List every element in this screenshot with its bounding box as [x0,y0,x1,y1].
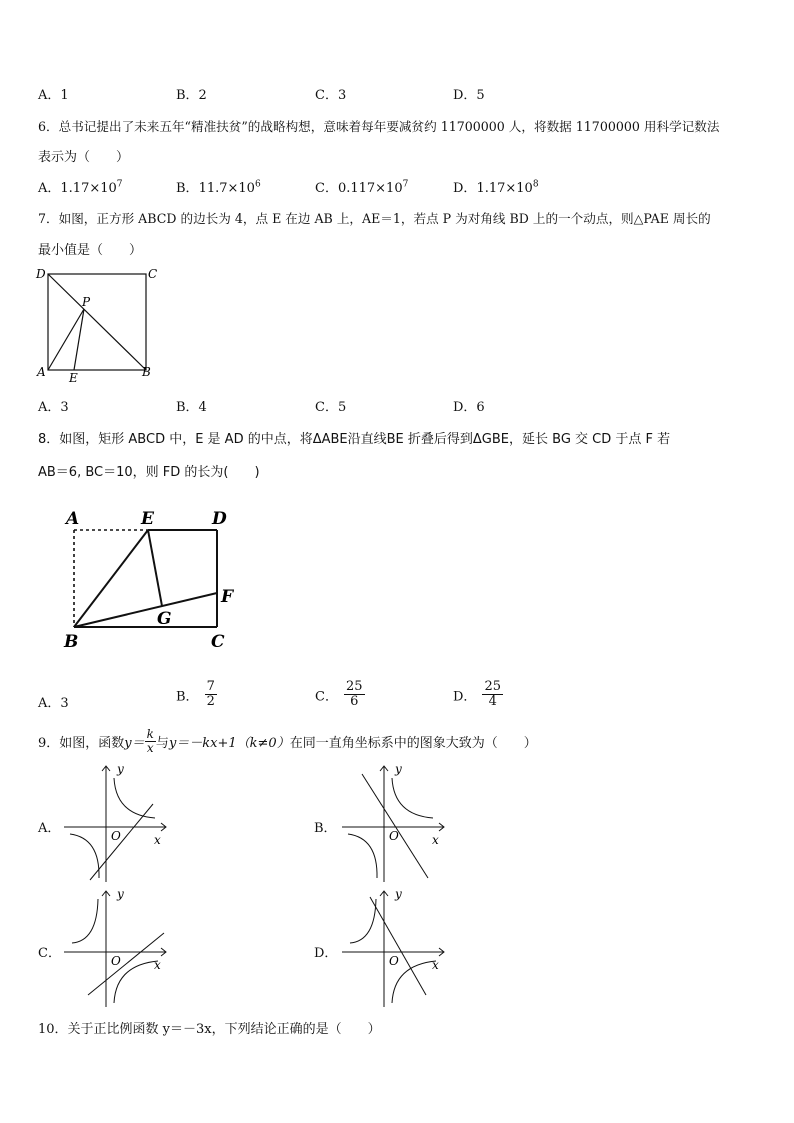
q7-square-figure [34,264,164,386]
q10-stem: 10．关于正比例函数 y＝－3x，下列结论正确的是（ ） [38,1022,381,1037]
q8-option-d: D． $\frac{25}{4}$ [453,679,501,710]
q7-option-c: C．5 [315,400,347,415]
q7-option-b: B．4 [176,400,207,415]
q9-stem: 9．如图，函数y＝ $\frac{k}{x}$ 与y＝－kx+1（k≠0）在同一直角坐标系中的图象大致为（ ） [38,727,537,756]
label-a: A [66,509,80,529]
origin-label: O [389,954,399,968]
origin-label: O [389,829,399,843]
q9-graph-d [338,885,453,1010]
q5-option-b: B．2 [176,88,207,103]
q8-option-c: C． $\frac{25}{6}$ [315,679,363,710]
q7-stem-line2: 最小值是（ ） [38,243,143,258]
x-label: x [432,958,439,972]
origin-label: O [111,829,121,843]
q8-option-b: B． $\frac{7}{2}$ [176,679,215,710]
label-a: A [37,365,46,379]
y-label: y [117,887,124,901]
q6-option-c: C．$0.117\times 10^7$ [315,179,409,196]
q9-option-b-label: B． [314,821,337,836]
segment-eg [148,530,162,606]
hyperbola-q3 [70,834,99,878]
q9-graph-c [60,885,175,1010]
x-label: x [154,833,161,847]
line-graph [88,933,164,995]
q8-stem-line1: 8．如图，矩形 ABCD 中，E 是 AD 的中点，将ΔABE沿直线BE 折叠后得到ΔGBE，延长 BG 交 CD 于点 F 若 [38,432,671,447]
q7-stem-line1: 7．如图，正方形 ABCD 的边长为 4，点 E 在边 AB 上，AE＝1，若点 P 为对角线 BD 上的一个动点，则△PAE 周长的 [38,211,711,226]
label-d: D [36,267,46,281]
q9-option-d-label: D． [314,946,338,961]
label-d: D [212,509,227,529]
q6-option-d: D．$1.17\times 10^8$ [453,179,539,196]
q8-option-a: A．3 [38,696,69,711]
line-graph [362,774,428,878]
label-c: C [148,267,158,281]
label-g: G [157,609,172,629]
q9-option-c-label: C． [38,946,61,961]
label-f: F [221,587,234,607]
label-b: B [64,632,79,652]
q9-graph-b [338,760,453,885]
x-label: x [432,833,439,847]
label-c: C [211,632,225,652]
label-e: E [141,509,154,529]
origin-label: O [111,954,121,968]
q9-graph-a [60,760,175,885]
q6-stem-line2: 表示为（ ） [38,150,130,165]
hyperbola-q2 [350,899,376,943]
q6-option-b: B．$11.7\times 10^6$ [176,179,261,196]
q7-option-d: D．6 [453,400,485,415]
q8-stem-line2: AB＝6, BC＝10，则 FD 的长为( ) [38,465,260,480]
q6-option-a: A．$1.17\times 10^7$ [38,179,123,196]
line-graph [90,804,153,880]
q5-option-a: A．1 [38,88,69,103]
hyperbola-q3 [348,834,377,878]
y-label: y [395,762,402,776]
q9-option-a-label: A． [38,821,61,836]
diagonal-bd [48,274,146,370]
q6-stem-line1: 6．总书记提出了未来五年“精准扶贫”的战略构想，意味着每年要减贫约 11700000 人，将数据 11700000 用科学记数法 [38,119,720,134]
q5-option-c: C．3 [315,88,347,103]
hyperbola-q2 [72,899,98,943]
x-label: x [154,958,161,972]
label-p: P [82,295,91,309]
hyperbola-q1 [114,778,155,818]
label-b: B [142,365,151,379]
q5-option-d: D．5 [453,88,485,103]
q7-option-a: A．3 [38,400,69,415]
label-e: E [69,371,78,385]
q8-rectangle-figure [58,503,248,653]
y-label: y [117,762,124,776]
hyperbola-q1 [392,778,433,818]
y-label: y [395,887,402,901]
